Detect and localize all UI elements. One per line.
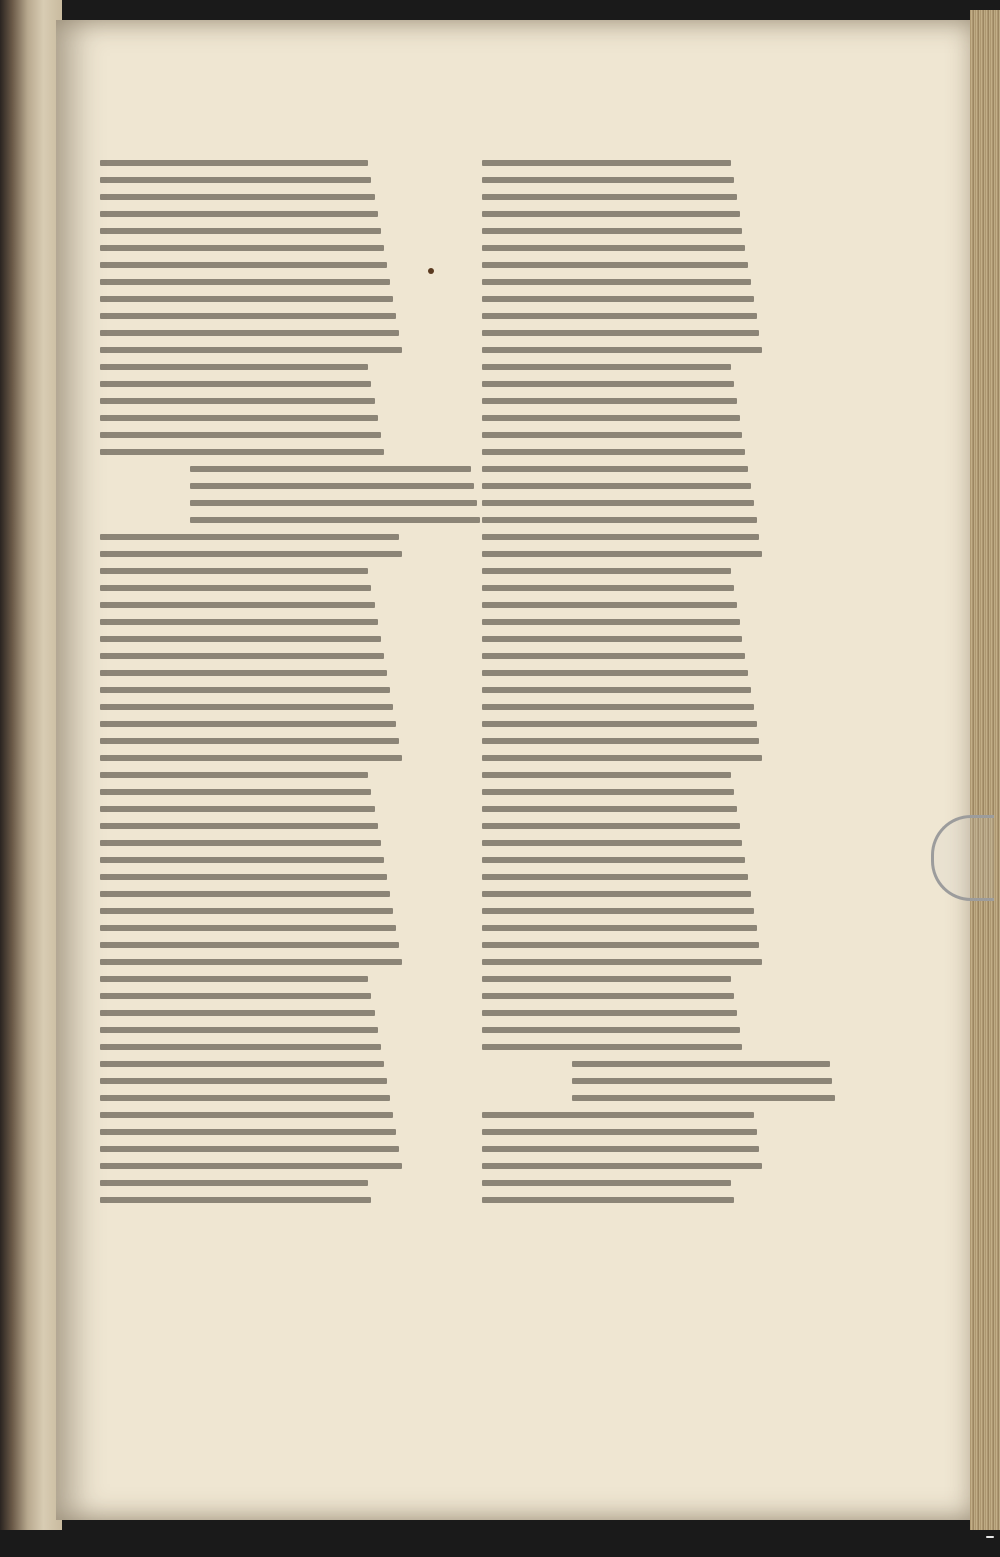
text-line: [100, 925, 396, 931]
fore-edge: [970, 10, 1000, 1530]
text-line: [482, 330, 759, 336]
text-line: [100, 636, 381, 642]
text-line: [482, 534, 759, 540]
text-line: [482, 432, 742, 438]
text-line: [100, 1146, 399, 1152]
text-line: [100, 160, 368, 166]
text-line: [100, 381, 371, 387]
footer-bar: [0, 1530, 1000, 1557]
text-line: [190, 517, 480, 523]
text-line: [100, 1112, 393, 1118]
text-line: [100, 1180, 368, 1186]
text-line: [100, 942, 399, 948]
text-line: [482, 874, 748, 880]
text-line: [482, 959, 762, 965]
text-line: [482, 296, 754, 302]
text-line: [482, 925, 757, 931]
text-line: [482, 670, 748, 676]
text-line: [100, 432, 381, 438]
text-line: [100, 823, 378, 829]
text-line: [482, 568, 731, 574]
text-line: [100, 789, 371, 795]
text-line: [482, 279, 751, 285]
text-line: [482, 1180, 731, 1186]
text-line: [482, 364, 731, 370]
text-line: [100, 908, 393, 914]
text-line: [482, 160, 731, 166]
text-line: [100, 313, 396, 319]
text-line: [100, 670, 387, 676]
text-line: [482, 908, 754, 914]
text-line: [572, 1095, 835, 1101]
text-line: [100, 1061, 384, 1067]
text-line: [482, 483, 751, 489]
text-line: [100, 585, 371, 591]
text-line: [100, 364, 368, 370]
text-line: [100, 1010, 375, 1016]
dfg-logo: [986, 1536, 994, 1538]
text-line: [482, 449, 745, 455]
text-line: [190, 483, 474, 489]
text-line: [100, 449, 384, 455]
text-line: [100, 534, 399, 540]
text-line: [100, 976, 368, 982]
text-line: [100, 262, 387, 268]
text-line: [482, 993, 734, 999]
text-line: [482, 942, 759, 948]
text-line: [100, 415, 378, 421]
text-line: [482, 636, 742, 642]
text-line: [572, 1061, 830, 1067]
text-line: [482, 687, 751, 693]
text-line: [482, 398, 737, 404]
text-line: [482, 738, 759, 744]
right-column: [482, 160, 765, 1214]
text-line: [482, 500, 754, 506]
text-line: [100, 194, 375, 200]
text-line: [100, 1027, 378, 1033]
text-line: [572, 1078, 832, 1084]
text-line: [100, 857, 384, 863]
text-line: [100, 245, 384, 251]
text-line: [100, 959, 402, 965]
text-line: [482, 177, 734, 183]
text-line: [482, 1146, 759, 1152]
text-line: [100, 551, 402, 557]
text-line: [482, 415, 740, 421]
text-line: [482, 347, 762, 353]
text-line: [100, 806, 375, 812]
text-line: [100, 1163, 402, 1169]
text-line: [100, 755, 402, 761]
text-line: [482, 840, 742, 846]
text-line: [100, 330, 399, 336]
text-line: [100, 279, 390, 285]
text-line: [482, 211, 740, 217]
text-line: [482, 789, 734, 795]
left-column: [100, 160, 405, 1214]
text-line: [482, 228, 742, 234]
text-line: [100, 1078, 387, 1084]
text-line: [482, 772, 731, 778]
text-line: [100, 704, 393, 710]
text-line: [100, 211, 378, 217]
text-line: [482, 1112, 754, 1118]
text-line: [100, 296, 393, 302]
text-line: [482, 381, 734, 387]
text-line: [482, 551, 762, 557]
text-line: [100, 874, 387, 880]
text-line: [482, 806, 737, 812]
text-line: [482, 823, 740, 829]
text-line: [482, 619, 740, 625]
text-line: [482, 976, 731, 982]
text-line: [100, 568, 368, 574]
text-line: [482, 857, 745, 863]
text-line: [100, 772, 368, 778]
text-line: [482, 1129, 757, 1135]
text-line: [482, 1044, 742, 1050]
text-line: [482, 1197, 734, 1203]
text-line: [190, 500, 477, 506]
text-line: [100, 228, 381, 234]
text-line: [482, 262, 748, 268]
ink-spot: [428, 268, 434, 274]
text-line: [482, 721, 757, 727]
text-line: [100, 721, 396, 727]
text-line: [100, 619, 378, 625]
text-line: [100, 840, 381, 846]
text-line: [100, 1197, 371, 1203]
text-line: [100, 177, 371, 183]
text-line: [482, 1010, 737, 1016]
text-line: [100, 1095, 390, 1101]
text-line: [100, 653, 384, 659]
text-line: [100, 738, 399, 744]
text-line: [482, 704, 754, 710]
text-line: [100, 891, 390, 897]
text-line: [482, 1027, 740, 1033]
text-line: [100, 993, 371, 999]
text-line: [100, 1044, 381, 1050]
text-line: [190, 466, 471, 472]
text-line: [100, 347, 402, 353]
text-line: [482, 466, 748, 472]
text-line: [482, 653, 745, 659]
text-line: [482, 602, 737, 608]
text-line: [482, 194, 737, 200]
text-line: [482, 1163, 762, 1169]
text-line: [100, 687, 390, 693]
text-line: [482, 517, 757, 523]
left-page-edge: [0, 0, 62, 1530]
text-line: [482, 585, 734, 591]
text-line: [100, 398, 375, 404]
text-line: [482, 755, 762, 761]
text-line: [482, 313, 757, 319]
text-line: [100, 602, 375, 608]
text-line: [100, 1129, 396, 1135]
text-line: [482, 891, 751, 897]
text-line: [482, 245, 745, 251]
